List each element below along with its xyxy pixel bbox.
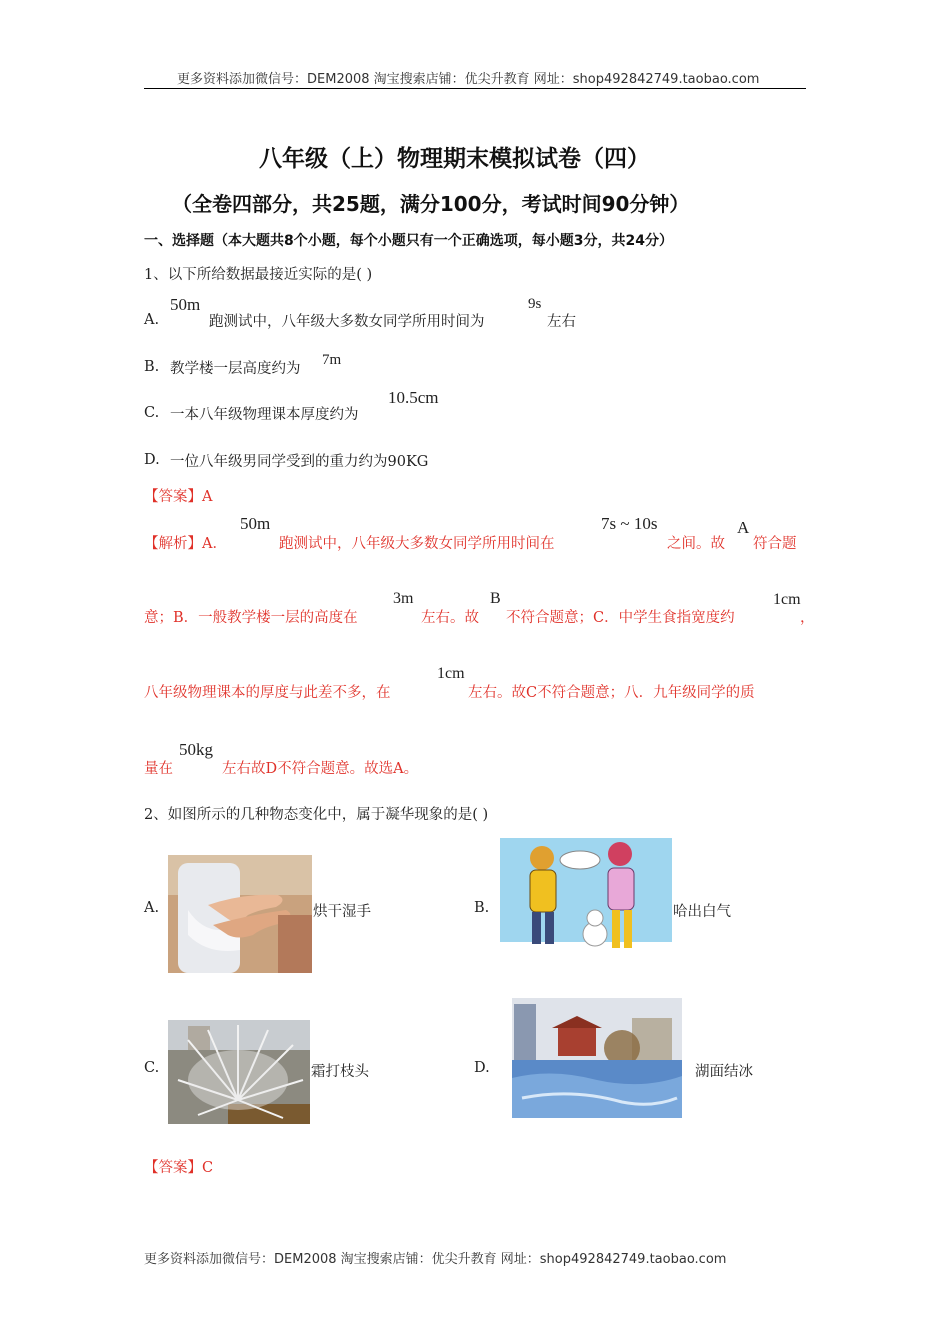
q1-stem: 1、以下所给数据最接近实际的是( ) bbox=[144, 267, 373, 283]
q1-option-b-text: 教学楼一层高度约为 bbox=[170, 361, 301, 377]
q1-exp-l1-c: 之间。故 bbox=[667, 536, 725, 552]
q2-option-b-text: 哈出白气 bbox=[673, 904, 731, 920]
q1-option-a-text2: 左右 bbox=[547, 314, 576, 330]
q1-exp-l2-a: 意；B．一般教学楼一层的高度在 bbox=[144, 610, 358, 626]
q1-exp-l3-m1: 1cm bbox=[437, 665, 465, 682]
q2-answer: 【答案】C bbox=[144, 1160, 214, 1176]
page-footer: 更多资料添加微信号：DEM2008 淘宝搜索店铺：优尖升教育 网址：shop492842749.taobao.com bbox=[144, 1252, 727, 1267]
q1-answer: 【答案】A bbox=[144, 489, 213, 505]
q1-exp-l4-b: 左右故D不符合题意。故选A。 bbox=[222, 761, 419, 777]
q1-option-a-math2: 9s bbox=[528, 296, 542, 312]
page-subtitle: （全卷四部分，共25题，满分100分，考试时间90分钟） bbox=[172, 192, 690, 216]
hand-dryer-image bbox=[168, 855, 312, 973]
q1-option-c-label: C. bbox=[144, 405, 160, 421]
page-title: 八年级（上）物理期末模拟试卷（四） bbox=[259, 146, 650, 172]
q1-exp-l2-d: ， bbox=[800, 610, 815, 626]
q1-exp-l1-a: 【解析】A． bbox=[144, 536, 227, 552]
q1-exp-l1-m1: 50m bbox=[240, 514, 271, 533]
q1-option-c-math: 10.5cm bbox=[388, 388, 439, 407]
q1-exp-l2-m1: 3m bbox=[393, 590, 414, 607]
q1-exp-l2-c: 不符合题意；C．中学生食指宽度约 bbox=[506, 610, 735, 626]
q1-exp-l3-b: 左右。故C不符合题意；八．九年级同学的质 bbox=[468, 685, 755, 701]
kids-breath-image bbox=[500, 838, 672, 972]
frost-branches-image bbox=[168, 1020, 310, 1124]
q1-exp-l2-b: 左右。故 bbox=[421, 610, 479, 626]
q1-exp-l3-a: 八年级物理课本的厚度与此差不多，在 bbox=[144, 685, 391, 701]
q1-exp-l4-a: 量在 bbox=[144, 761, 173, 777]
q2-option-a-label: A. bbox=[144, 900, 160, 916]
q1-option-c-text: 一本八年级物理课本厚度约为 bbox=[170, 407, 359, 423]
q2-option-b-label: B. bbox=[474, 900, 490, 916]
q2-option-a-text: 烘干湿手 bbox=[313, 904, 371, 920]
q1-option-b-math: 7m bbox=[322, 352, 342, 368]
header-rule bbox=[144, 88, 806, 89]
q1-exp-l1-m2: 7s ~ 10s bbox=[601, 514, 658, 533]
q2-stem: 2、如图所示的几种物态变化中，属于凝华现象的是( ) bbox=[144, 807, 489, 823]
frozen-lake-image bbox=[512, 998, 682, 1118]
q2-option-d-label: D. bbox=[474, 1060, 490, 1076]
q1-exp-l1-b: 跑测试中，八年级大多数女同学所用时间在 bbox=[279, 536, 555, 552]
q1-exp-l1-m3: A bbox=[737, 518, 750, 537]
q1-exp-l4-m1: 50kg bbox=[179, 740, 213, 759]
q1-option-a-text1: 跑测试中，八年级大多数女同学所用时间为 bbox=[209, 314, 485, 330]
q1-option-b-label: B. bbox=[144, 359, 160, 375]
q1-option-a-label: A. bbox=[144, 312, 160, 328]
q1-exp-l2-m2: B bbox=[490, 590, 501, 607]
q1-exp-l2-m3: 1cm bbox=[773, 591, 801, 608]
q2-option-c-text: 霜打枝头 bbox=[311, 1064, 369, 1080]
q2-option-c-label: C. bbox=[144, 1060, 160, 1076]
q1-exp-l1-d: 符合题 bbox=[753, 536, 797, 552]
q2-option-d-text: 湖面结冰 bbox=[695, 1064, 753, 1080]
q1-option-d-text: 一位八年级男同学受到的重力约为90KG bbox=[170, 454, 429, 470]
q1-option-d-label: D. bbox=[144, 452, 160, 468]
q1-option-a-math1: 50m bbox=[170, 295, 201, 314]
section-heading: 一、选择题（本大题共8个小题，每个小题只有一个正确选项，每小题3分，共24分） bbox=[144, 233, 673, 249]
page-header: 更多资料添加微信号：DEM2008 淘宝搜索店铺：优尖升教育 网址：shop492842749.taobao.com bbox=[177, 72, 760, 87]
